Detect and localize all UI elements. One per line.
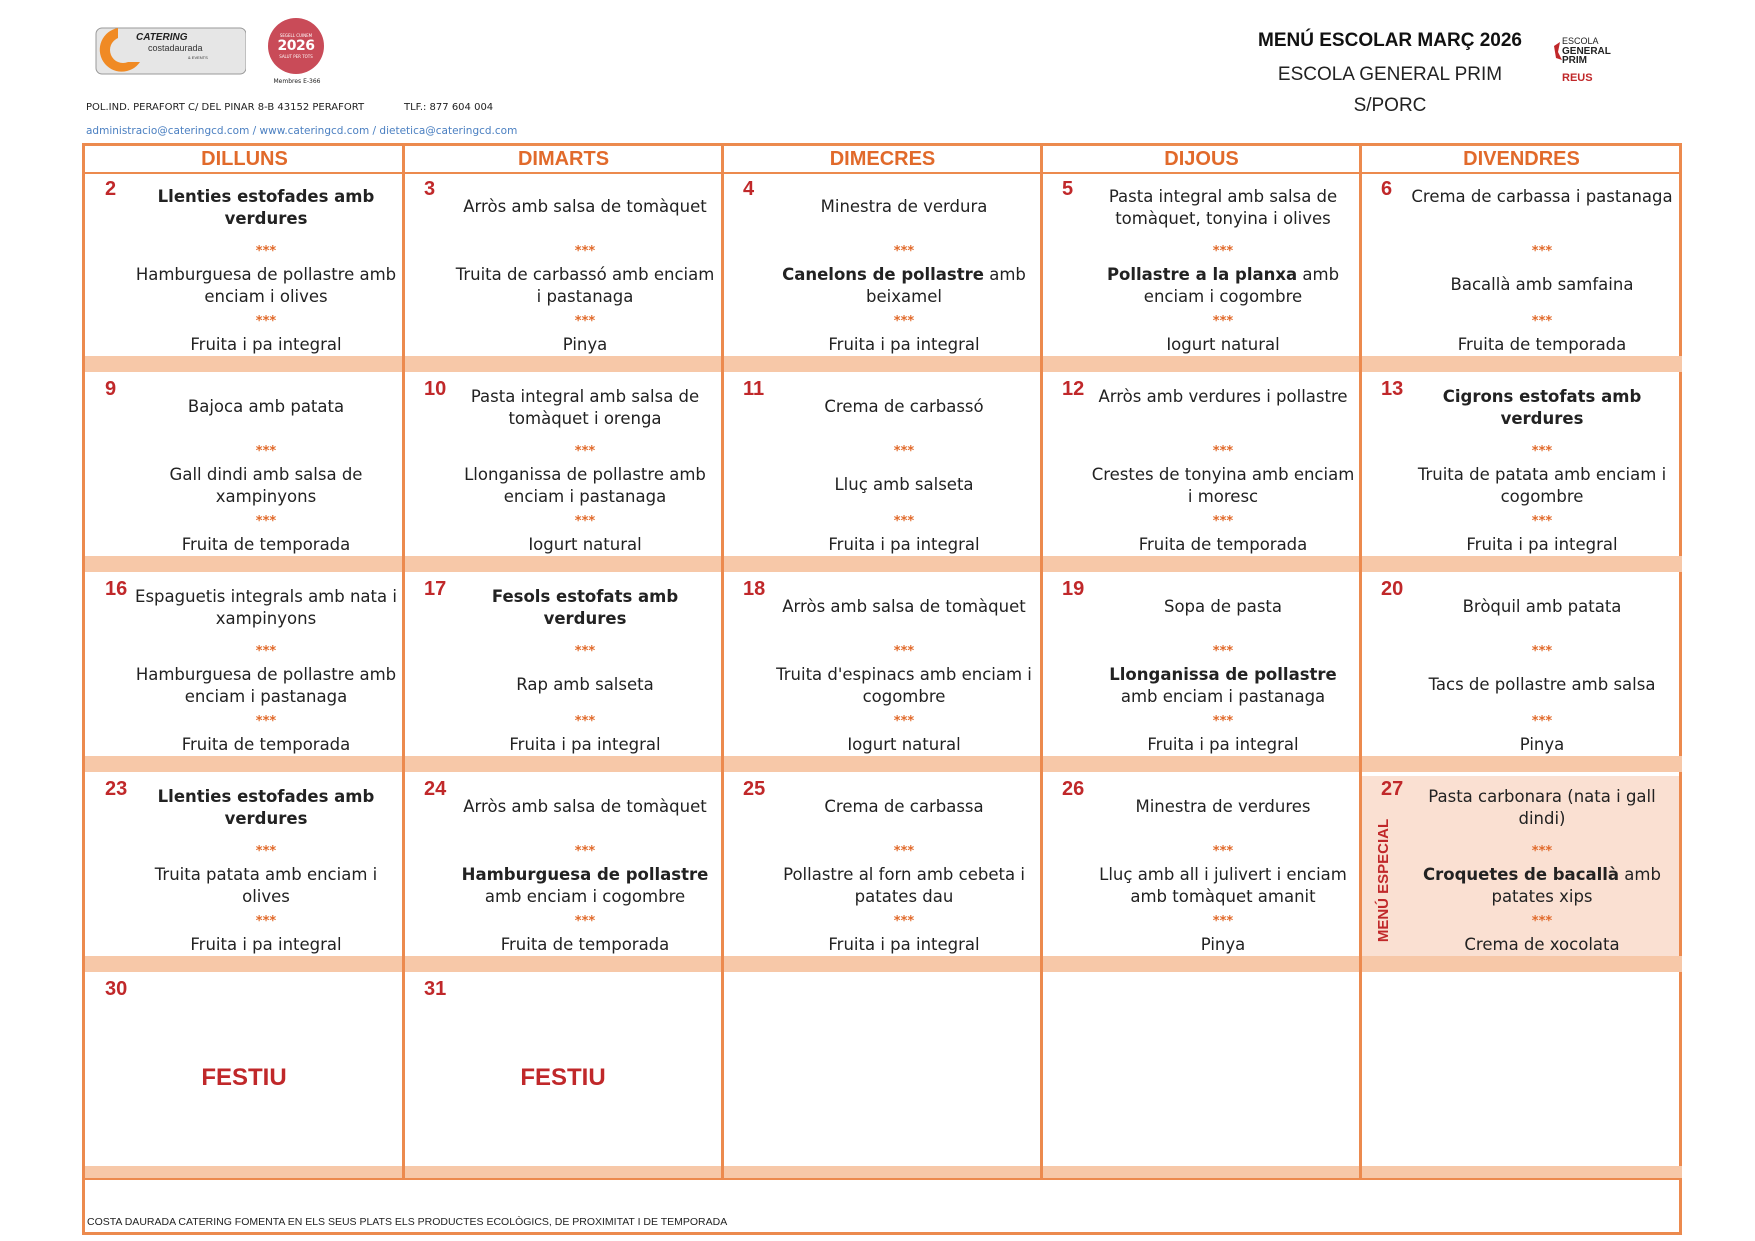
dessert [1090, 334, 1356, 356]
course-separator: *** [255, 514, 277, 529]
first-course [1409, 186, 1675, 208]
dessert [1409, 334, 1675, 356]
dessert [452, 734, 718, 756]
day-cell-4 [723, 176, 1041, 356]
first-course [1090, 186, 1356, 230]
dish-text: Lluç amb all i julivert i enciam amb tomàquet amanit [1099, 865, 1347, 906]
weekday-header-dimecres: DIMECRES [723, 146, 1042, 174]
dessert [1409, 534, 1675, 556]
seal-year: 2026 [277, 38, 315, 54]
dish-text: Tacs de pollastre amb salsa [1428, 675, 1656, 694]
dish-text: Espaguetis integrals amb nata i xampinyons [135, 587, 397, 628]
row-separator-band [85, 556, 1682, 572]
dish-text: Fruita i pa integral [1466, 535, 1618, 554]
day-number: 17 [424, 578, 447, 600]
course-separator: *** [1212, 314, 1234, 329]
course-separator: *** [574, 444, 596, 459]
dish-text: Rap amb salseta [516, 675, 654, 694]
day-number: 2 [105, 178, 117, 200]
day-cell-11 [723, 376, 1041, 556]
second-course [1090, 264, 1356, 308]
column-divider [1359, 146, 1362, 1178]
dish-text: Gall dindi amb salsa de xampinyons [169, 465, 363, 506]
day-number: 20 [1381, 578, 1404, 600]
dessert [133, 334, 399, 356]
contact-links[interactable]: administracio@cateringcd.com / www.cateringcd.com / dietetica@cateringcd.com [86, 125, 518, 137]
dessert [133, 934, 399, 956]
first-course [452, 196, 718, 218]
second-course [1409, 674, 1675, 696]
course-separator: *** [893, 844, 915, 859]
dish-text: Crestes de tonyina amb enciam i moresc [1091, 465, 1355, 506]
first-course [771, 196, 1037, 218]
dish-text: Arròs amb salsa de tomàquet [463, 797, 707, 816]
dish-text: Fruita de temporada [500, 935, 670, 954]
course-separator: *** [574, 514, 596, 529]
day-number: 27 [1381, 778, 1404, 800]
day-cell-10 [404, 376, 722, 556]
svg-text:GENERAL: GENERAL [1562, 46, 1611, 57]
dish-text: Fruita de temporada [1138, 535, 1308, 554]
course-separator: *** [255, 444, 277, 459]
dish-text: Fruita i pa integral [509, 735, 661, 754]
dessert [1090, 534, 1356, 556]
day-cell-6 [1361, 176, 1679, 356]
course-separator: *** [574, 244, 596, 259]
empty-day-cell [723, 976, 1041, 1166]
second-course [452, 864, 718, 908]
dish-text: Pollastre al forn amb cebeta i patates dau [783, 865, 1025, 906]
column-divider [402, 146, 405, 1178]
svg-text:& EVENTS: & EVENTS [188, 55, 208, 60]
dish-text: Iogurt natural [528, 535, 642, 554]
dish-text: Crema de carbassa [824, 797, 984, 816]
dish-text: Llonganissa de pollastre amb enciam i pastanaga [464, 465, 706, 506]
day-number: 3 [424, 178, 436, 200]
dish-text: Fruita i pa integral [1147, 735, 1299, 754]
day-cell-26 [1042, 776, 1360, 956]
special-menu-label [1371, 814, 1397, 946]
course-separator: *** [1212, 714, 1234, 729]
svg-text:REUS: REUS [1562, 72, 1593, 84]
svg-text:costadaurada: costadaurada [148, 43, 203, 53]
dessert [452, 534, 718, 556]
dish-text: Pasta integral amb salsa de tomàquet i orenga [470, 387, 700, 428]
menu-calendar [82, 143, 1682, 1235]
course-separator: *** [255, 644, 277, 659]
school-logo [1548, 32, 1628, 88]
dish-text: Iogurt natural [847, 735, 961, 754]
first-course [452, 796, 718, 818]
company-address: POL.IND. PERAFORT C/ DEL PINAR 8-B 43152 PERAFORT [86, 102, 365, 113]
dessert [771, 734, 1037, 756]
course-separator: *** [1212, 444, 1234, 459]
dish-text: Bròquil amb patata [1462, 597, 1622, 616]
course-separator: *** [1531, 644, 1553, 659]
course-separator: *** [574, 314, 596, 329]
dish-text: Crema de carbassa i pastanaga [1411, 187, 1673, 206]
row-separator-band [85, 756, 1682, 772]
second-course [452, 264, 718, 308]
special-menu-text: MENÚ ESPECIAL [1375, 818, 1393, 942]
footer-divider [85, 1178, 1682, 1180]
day-number: 11 [743, 378, 765, 400]
weekday-header-dilluns: DILLUNS [85, 146, 404, 174]
svg-text:PRIM: PRIM [1562, 55, 1587, 66]
day-number: 25 [743, 778, 766, 800]
course-separator: *** [1212, 244, 1234, 259]
dish-text: Hamburguesa de pollastre amb enciam i pastanaga [135, 665, 397, 706]
dish-text: Fruita i pa integral [828, 535, 980, 554]
second-course [133, 264, 399, 308]
course-separator: *** [1531, 444, 1553, 459]
day-cell-13 [1361, 376, 1679, 556]
dish-text: Truita patata amb enciam i olives [154, 865, 378, 906]
dish-text: amb enciam i cogombre [1143, 265, 1340, 306]
course-separator: *** [1212, 644, 1234, 659]
dessert [1409, 734, 1675, 756]
first-course [1409, 786, 1675, 830]
day-number: 26 [1062, 778, 1085, 800]
empty-day-cell [1361, 976, 1679, 1166]
second-course [133, 664, 399, 708]
day-cell-23 [85, 776, 403, 956]
day-cell-9 [85, 376, 403, 556]
dish-text: amb enciam i cogombre [484, 887, 686, 906]
dish-text: Minestra de verdura [820, 197, 988, 216]
dish-text: Arròs amb salsa de tomàquet [463, 197, 707, 216]
dish-text-bold: Hamburguesa de pollastre [461, 865, 709, 884]
column-divider [1040, 146, 1043, 1178]
first-course [1090, 796, 1356, 818]
first-course [452, 386, 718, 430]
day-cell-16 [85, 576, 403, 756]
first-course [1409, 386, 1675, 430]
second-course [1409, 464, 1675, 508]
menu-variant: S/PORC [1353, 95, 1427, 116]
first-course [771, 796, 1037, 818]
second-course [133, 864, 399, 908]
day-cell-3 [404, 176, 722, 356]
second-course [1090, 464, 1356, 508]
course-separator: *** [1212, 914, 1234, 929]
dish-text: Pasta integral amb salsa de tomàquet, tonyina i olives [1108, 187, 1338, 228]
first-course [771, 396, 1037, 418]
day-cell-24 [404, 776, 722, 956]
course-separator: *** [574, 644, 596, 659]
dish-text: Hamburguesa de pollastre amb enciam i olives [135, 265, 397, 306]
row-separator-band [85, 356, 1682, 372]
course-separator: *** [574, 914, 596, 929]
dish-text-bold: Pollastre a la planxa [1106, 265, 1298, 284]
dish-text-bold: Canelons de pollastre [782, 265, 984, 284]
dish-text: Truita de patata amb enciam i cogombre [1417, 465, 1667, 506]
second-course [1090, 664, 1356, 708]
dessert [133, 734, 399, 756]
dish-text: Fruita i pa integral [828, 935, 980, 954]
dessert [133, 534, 399, 556]
course-separator: *** [893, 714, 915, 729]
course-separator: *** [1531, 514, 1553, 529]
dessert [1090, 734, 1356, 756]
dish-text: Truita d'espinacs amb enciam i cogombre [776, 665, 1032, 706]
first-course [133, 786, 399, 830]
day-cell-27 [1361, 776, 1679, 956]
dish-text: Fruita i pa integral [190, 335, 342, 354]
day-cell-31 [404, 976, 722, 1166]
dish-text-bold: Croquetes de bacallà [1423, 865, 1620, 884]
second-course [771, 664, 1037, 708]
school-name: ESCOLA GENERAL PRIM [1277, 64, 1503, 85]
course-separator: *** [893, 314, 915, 329]
day-cell-2 [85, 176, 403, 356]
dish-text: Fruita de temporada [181, 535, 351, 554]
day-cell-19 [1042, 576, 1360, 756]
day-cell-20 [1361, 576, 1679, 756]
svg-text:ESCOLA: ESCOLA [1562, 36, 1599, 46]
dish-text: Pinya [562, 335, 608, 354]
first-course [771, 596, 1037, 618]
dish-text: amb enciam i pastanaga [1120, 687, 1326, 706]
dish-text: Bacallà amb samfaina [1450, 275, 1634, 294]
dish-text: Pinya [1200, 935, 1246, 954]
dish-text: Pinya [1519, 735, 1565, 754]
day-cell-25 [723, 776, 1041, 956]
weekday-header-dimarts: DIMARTS [404, 146, 723, 174]
weekday-header-divendres: DIVENDRES [1361, 146, 1682, 174]
second-course [452, 464, 718, 508]
first-course [1090, 596, 1356, 618]
day-number: 13 [1381, 378, 1404, 400]
dessert [771, 334, 1037, 356]
dish-text-bold: Llonganissa de pollastre [1109, 665, 1337, 684]
course-separator: *** [1212, 514, 1234, 529]
dessert [452, 334, 718, 356]
day-number: 30 [105, 978, 128, 1000]
row-separator-band [85, 956, 1682, 972]
row-separator-band [85, 1166, 1682, 1178]
dish-text: Iogurt natural [1166, 335, 1280, 354]
day-number: 23 [105, 778, 128, 800]
first-course [1090, 386, 1356, 408]
dish-text: Minestra de verdures [1135, 797, 1311, 816]
seal-top-text: SEGELL CUINEM [279, 33, 313, 38]
catering-logo [88, 22, 246, 80]
day-cell-5 [1042, 176, 1360, 356]
second-course [1409, 864, 1675, 908]
dish-text: Crema de carbassó [824, 397, 984, 416]
dessert [452, 934, 718, 956]
column-divider [721, 146, 724, 1178]
dessert [1090, 934, 1356, 956]
dish-text: Fruita de temporada [1457, 335, 1627, 354]
course-separator: *** [574, 714, 596, 729]
day-number: 31 [424, 978, 447, 1000]
day-number: 12 [1062, 378, 1085, 400]
dish-text: Arròs amb verdures i pollastre [1098, 387, 1348, 406]
day-number: 19 [1062, 578, 1085, 600]
course-separator: *** [574, 844, 596, 859]
dish-text: Fruita i pa integral [190, 935, 342, 954]
dish-text-bold: Llenties estofades amb verdures [157, 787, 375, 828]
first-course [133, 586, 399, 630]
weekday-header-dijous: DIJOUS [1042, 146, 1361, 174]
day-cell-30 [85, 976, 403, 1166]
day-cell-17 [404, 576, 722, 756]
second-course [771, 264, 1037, 308]
dish-text: Pasta carbonara (nata i gall dindi) [1428, 787, 1656, 828]
course-separator: *** [893, 914, 915, 929]
second-course [1090, 864, 1356, 908]
course-separator: *** [893, 444, 915, 459]
second-course [452, 674, 718, 696]
course-separator: *** [1531, 244, 1553, 259]
dish-text: Bajoca amb patata [187, 397, 345, 416]
company-phone: TLF.: 877 604 004 [404, 102, 494, 113]
dessert [771, 534, 1037, 556]
quality-seal [268, 18, 324, 74]
holiday-label: FESTIU [201, 1064, 287, 1091]
dessert [1409, 934, 1675, 956]
course-separator: *** [255, 244, 277, 259]
course-separator: *** [1212, 844, 1234, 859]
first-course [133, 396, 399, 418]
course-separator: *** [1531, 914, 1553, 929]
first-course [452, 586, 718, 630]
course-separator: *** [1531, 844, 1553, 859]
dish-text: Truita de carbassó amb enciam i pastanaga [455, 265, 715, 306]
holiday-label: FESTIU [520, 1064, 606, 1091]
day-cell-12 [1042, 376, 1360, 556]
svg-text:CATERING: CATERING [136, 32, 188, 43]
day-number: 5 [1062, 178, 1074, 200]
first-course [1409, 596, 1675, 618]
dish-text: Crema de xocolata [1464, 935, 1620, 954]
day-cell-18 [723, 576, 1041, 756]
dish-text-bold: Fesols estofats amb verdures [491, 587, 679, 628]
course-separator: *** [893, 514, 915, 529]
dish-text: amb patates xips [1491, 865, 1661, 906]
day-number: 9 [105, 378, 117, 400]
second-course [133, 464, 399, 508]
dish-text: Fruita i pa integral [828, 335, 980, 354]
seal-caption: Membres E-366 [273, 78, 321, 85]
dish-text-bold: Llenties estofades amb verdures [157, 187, 375, 228]
course-separator: *** [893, 644, 915, 659]
day-number: 24 [424, 778, 447, 800]
first-course [133, 186, 399, 230]
day-number: 4 [743, 178, 755, 200]
day-number: 16 [105, 578, 128, 600]
day-number: 18 [743, 578, 766, 600]
course-separator: *** [255, 314, 277, 329]
dish-text: amb beixamel [866, 265, 1026, 306]
page-title: MENÚ ESCOLAR MARÇ 2026 [1258, 30, 1522, 51]
empty-day-cell [1042, 976, 1360, 1166]
seal-bottom-text: SALUT PER TOTS [279, 54, 313, 59]
second-course [1409, 274, 1675, 296]
course-separator: *** [255, 914, 277, 929]
course-separator: *** [1531, 314, 1553, 329]
course-separator: *** [1531, 714, 1553, 729]
dish-text: Sopa de pasta [1163, 597, 1283, 616]
day-number: 10 [424, 378, 447, 400]
footer-note: COSTA DAURADA CATERING FOMENTA EN ELS SEUS PLATS ELS PRODUCTES ECOLÒGICS, DE PROXIMITAT I DE TEMPORADA [87, 1216, 728, 1228]
dish-text: Fruita de temporada [181, 735, 351, 754]
dessert [771, 934, 1037, 956]
course-separator: *** [893, 244, 915, 259]
dish-text-bold: Cigrons estofats amb verdures [1442, 387, 1642, 428]
second-course [771, 864, 1037, 908]
dish-text: Arròs amb salsa de tomàquet [782, 597, 1026, 616]
course-separator: *** [255, 844, 277, 859]
day-number: 6 [1381, 178, 1393, 200]
course-separator: *** [255, 714, 277, 729]
dish-text: Lluç amb salseta [834, 475, 974, 494]
second-course [771, 474, 1037, 496]
